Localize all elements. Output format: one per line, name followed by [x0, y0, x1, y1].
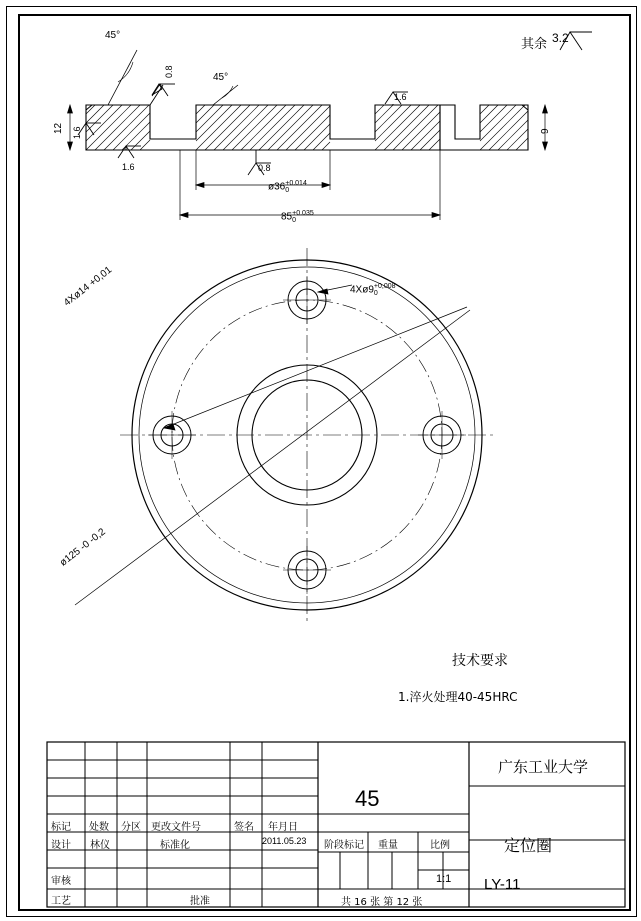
outer-diameter-dimension: ø125 -0 -0,2	[58, 526, 108, 569]
tb-count-label: 处数	[89, 822, 109, 833]
scale-value: 1:1	[436, 873, 452, 885]
tb-design-date: 2011.05.23	[262, 836, 307, 846]
tb-sign-label: 签名	[234, 822, 254, 833]
step-tol-upper: +0.035	[292, 210, 314, 217]
roughness-left-top: 0.8	[164, 65, 174, 78]
material-value: 45	[355, 786, 380, 811]
school-name: 广东工业大学	[498, 758, 589, 776]
part-name: 定位圈	[504, 836, 553, 855]
step-tol-lower: 0	[292, 217, 297, 224]
general-surface-note-label: 其余	[521, 36, 548, 51]
thickness-left-dim: 12	[53, 122, 64, 134]
tb-mark-label: 标记	[51, 822, 71, 833]
weight-label: 重量	[378, 840, 398, 851]
tech-requirements-item-1: 1.淬火处理40-45HRC	[398, 690, 518, 704]
tb-zone-label: 分区	[121, 822, 141, 833]
thickness-right-dim: 9	[540, 128, 551, 134]
small-holes-value: 4Xø9	[350, 284, 374, 296]
chamfer-angle-left: 45°	[105, 30, 121, 41]
roughness-left-low: 1.6	[122, 162, 135, 172]
tb-date-label: 年月日	[268, 822, 298, 833]
step-dim-value: 85	[281, 211, 293, 223]
bore-dim-value: ø36	[268, 181, 286, 193]
tb-approve-label: 批准	[190, 896, 210, 907]
tb-designer-name: 林仪	[90, 840, 110, 851]
small-holes-tol-lower: 0	[373, 290, 378, 297]
tech-requirements-title: 技术要求	[452, 653, 508, 669]
roughness-right: 1.6	[394, 92, 407, 102]
big-holes-dimension: 4Xø14 +0,01	[62, 264, 115, 309]
roughness-left-side: 1.6	[72, 126, 82, 139]
tb-review-label: 审核	[51, 876, 71, 887]
sheet-count-text: 共 16 张 第 12 张	[341, 897, 423, 908]
small-holes-tol-upper: +0,008	[373, 283, 396, 290]
part-code: LY-11	[484, 876, 521, 893]
tb-design-label: 设计	[51, 840, 71, 851]
general-surface-note-value: 3.2	[552, 31, 569, 45]
stage-mark-label: 阶段标记	[324, 840, 364, 851]
roughness-mid: 0.8	[258, 163, 271, 173]
bore-tol-upper: +0.014	[285, 180, 307, 187]
tb-process-label: 工艺	[51, 896, 71, 907]
tb-standardize-label: 标准化	[160, 840, 190, 851]
scale-label: 比例	[430, 840, 450, 851]
tb-changedoc-label: 更改文件号	[151, 822, 201, 833]
bore-tol-lower: 0	[285, 187, 290, 194]
chamfer-angle-mid: 45°	[213, 72, 229, 83]
